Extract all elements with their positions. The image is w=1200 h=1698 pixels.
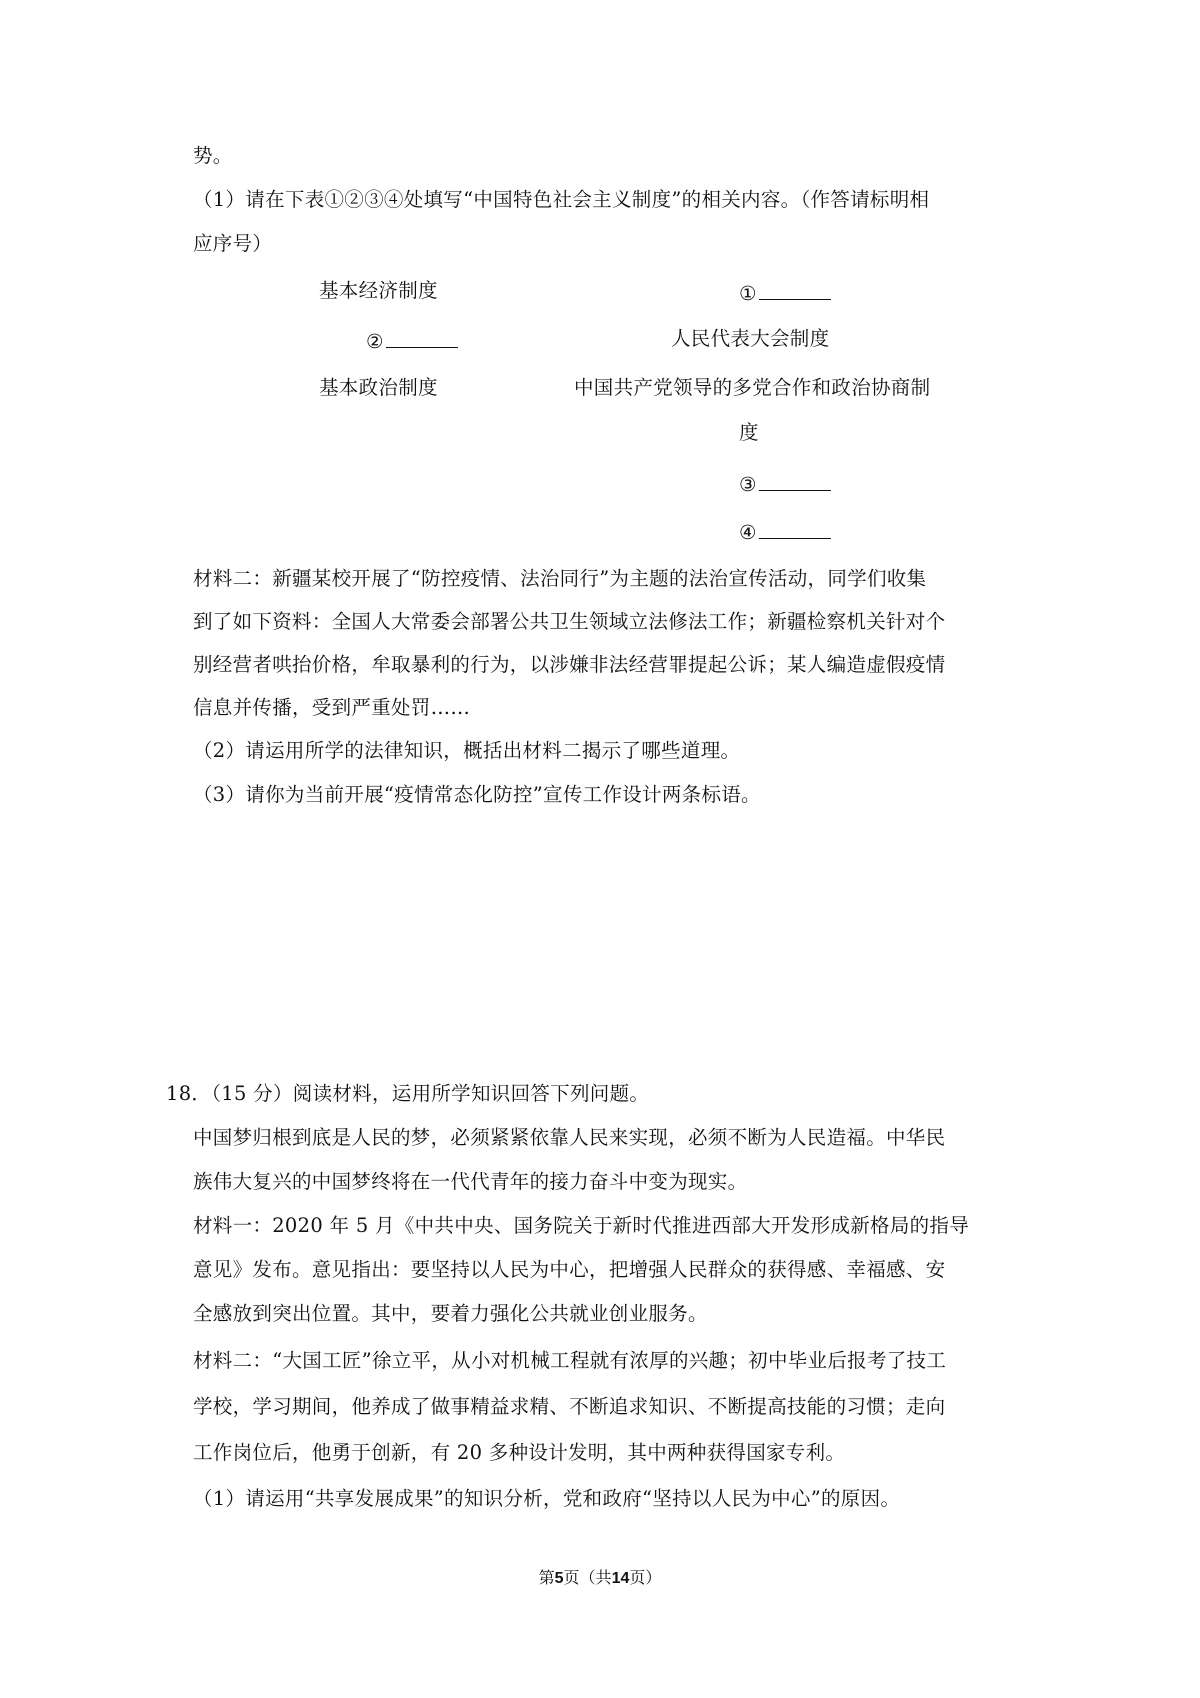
q17-material2-line: 信息并传播，受到严重处罚…… xyxy=(193,696,471,719)
q18-material2-line: 材料二：“大国工匠”徐立平，从小对机械工程就有浓厚的兴趣；初中毕业后报考了技工 xyxy=(193,1349,947,1372)
blank-1-mark: ① xyxy=(739,282,757,305)
q18-material1-line: 材料一：2020 年 5 月《中共中央、国务院关于新时代推进西部大开发形成新格局的指导 xyxy=(193,1214,970,1237)
q17-sub2: （2）请运用所学的法律知识，概括出材料二揭示了哪些道理。 xyxy=(193,739,741,762)
q18-material1-line: 全感放到突出位置。其中，要着力强化公共就业创业服务。 xyxy=(193,1302,708,1325)
table-row4-right[interactable] xyxy=(739,472,831,495)
blank-2-input[interactable] xyxy=(386,329,458,348)
q18-intro-line: 中国梦归根到底是人民的梦，必须紧紧依靠人民来实现，必须不断为人民造福。中华民 xyxy=(193,1126,946,1149)
footer-prefix: 第 xyxy=(538,1568,555,1587)
table-row2-right: 人民代表大会制度 xyxy=(671,327,830,350)
q17-material2-line: 材料二：新疆某校开展了“防控疫情、法治同行”为主题的法治宣传活动，同学们收集 xyxy=(193,567,927,590)
q17-sub3: （3）请你为当前开展“疫情常态化防控”宣传工作设计两条标语。 xyxy=(193,783,761,806)
blank-2-mark: ② xyxy=(366,330,384,353)
q18-material1-line: 意见》发布。意见指出：要坚持以人民为中心，把增强人民群众的获得感、幸福感、安 xyxy=(193,1258,946,1281)
q18-material2-line: 工作岗位后，他勇于创新，有 20 多种设计发明，其中两种获得国家专利。 xyxy=(193,1441,846,1464)
footer-total-pages: 14 xyxy=(611,1570,630,1587)
page-footer xyxy=(0,1565,1200,1588)
footer-page-number: 5 xyxy=(554,1570,564,1587)
q17-continuation: 势。 xyxy=(193,144,233,167)
table-row1-right[interactable] xyxy=(739,281,831,304)
table-row2-left[interactable] xyxy=(366,329,458,352)
table-row3-right-cont: 度 xyxy=(739,421,759,444)
footer-middle: 页（共 xyxy=(563,1568,612,1587)
blank-1-input[interactable] xyxy=(759,281,831,300)
q18-intro-line: 族伟大复兴的中国梦终将在一代代青年的接力奋斗中变为现实。 xyxy=(193,1170,748,1193)
table-row3-left: 基本政治制度 xyxy=(319,376,438,399)
table-row5-right[interactable] xyxy=(739,520,831,543)
blank-4-mark: ④ xyxy=(739,521,757,544)
table-row3-right: 中国共产党领导的多党合作和政治协商制 xyxy=(574,376,931,399)
q17-sub1-cont: 应序号） xyxy=(193,232,273,255)
footer-suffix: 页） xyxy=(629,1568,662,1587)
q17-material2-line: 到了如下资料：全国人大常委会部署公共卫生领域立法修法工作；新疆检察机关针对个 xyxy=(193,610,946,633)
q17-sub1: （1）请在下表①②③④处填写“中国特色社会主义制度”的相关内容。（作答请标明相 xyxy=(193,188,930,211)
q18-sub1: （1）请运用“共享发展成果”的知识分析，党和政府“坚持以人民为中心”的原因。 xyxy=(193,1487,901,1510)
blank-3-mark: ③ xyxy=(739,473,757,496)
table-row1-left: 基本经济制度 xyxy=(319,279,438,302)
blank-3-input[interactable] xyxy=(759,472,831,491)
q17-material2-line: 别经营者哄抬价格，牟取暴利的行为，以涉嫌非法经营罪提起公诉；某人编造虚假疫情 xyxy=(193,653,946,676)
q18-material2-line: 学校，学习期间，他养成了做事精益求精、不断追求知识、不断提高技能的习惯；走向 xyxy=(193,1395,946,1418)
blank-4-input[interactable] xyxy=(759,520,831,539)
q18-header: 18．（15 分）阅读材料，运用所学知识回答下列问题。 xyxy=(166,1082,650,1105)
